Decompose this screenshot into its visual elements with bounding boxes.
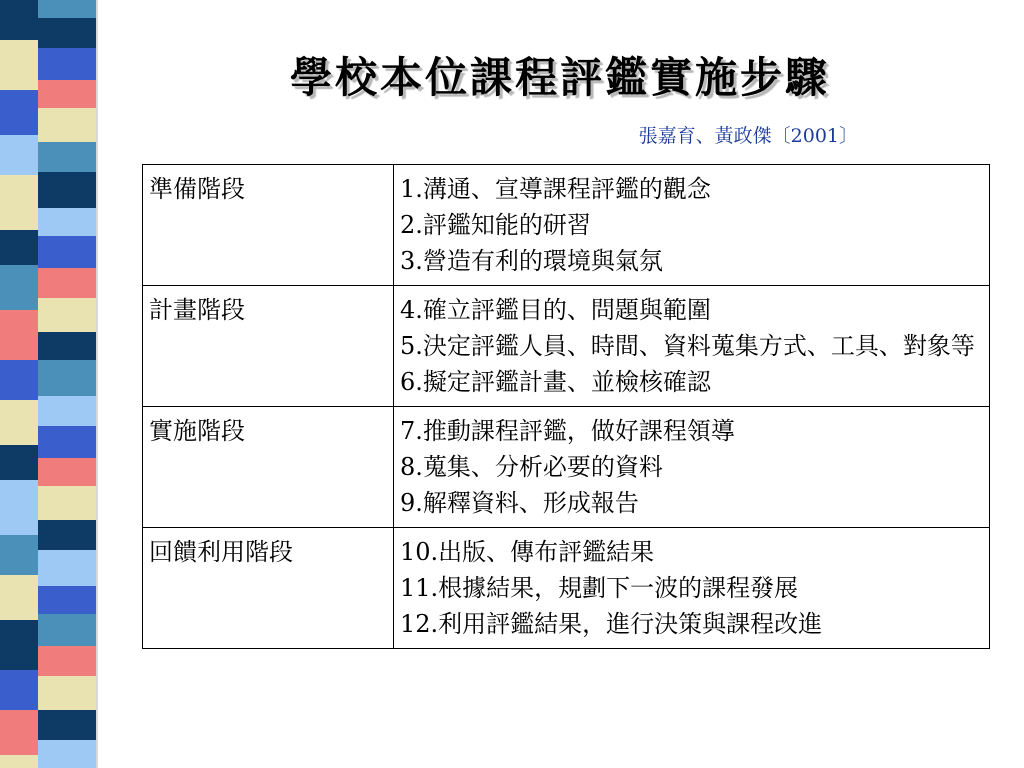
stripe-block [96,0,118,60]
decorative-stripe [0,0,118,768]
stripe-block [0,175,38,230]
stripe-block [0,135,38,175]
stripe-block [0,670,38,710]
slide-title: 學校本位課程評鑑實施步驟 [289,53,830,102]
stripe-block [0,310,38,360]
table-row [143,528,990,649]
stripe-block [0,575,38,620]
stripe-block [38,586,96,614]
step-item: 1.溝通、宣導課程評鑑的觀念 [400,175,711,203]
stripe-block [38,360,96,396]
step-item: 8.蒐集、分析必要的資料 [400,453,663,481]
stripe-block [38,80,96,108]
stripe-block [0,400,38,445]
stripe-block [38,298,96,332]
stage-name: 實施階段 [143,407,394,528]
stripe-block [0,90,38,135]
stripe-block [96,150,118,230]
step-item: 11.根據結果，規劃下一波的課程發展 [400,574,799,602]
citation: 張嘉育、黃政傑〔2001〕 [638,125,858,147]
stripe-block [0,445,38,480]
step-item: 5.決定評鑑人員、時間、資料蒐集方式、工具、對象等 [400,332,975,360]
stripe-block [96,230,118,330]
step-item: 9.解釋資料、形成報告 [400,489,639,517]
stripe-block [0,480,38,535]
stripe-block [96,420,118,540]
stripe-block [0,0,38,40]
stage-items [394,407,990,528]
stripe-block [38,458,96,486]
table-row [143,165,990,286]
stripe-block [0,755,38,768]
stripe-block [38,426,96,458]
stripe-block [38,740,96,768]
step-item: 2.評鑑知能的研習 [400,211,591,239]
stage-items [394,165,990,286]
stripe-block [0,265,38,310]
step-item: 7.推動課程評鑑，做好課程領導 [400,417,735,445]
stage-items [394,286,990,407]
stripe-block [38,236,96,268]
stripe-block [38,486,96,520]
step-item: 12.利用評鑑結果，進行決策與課程改進 [400,610,823,638]
stripe-block [96,60,118,150]
steps-table [142,164,990,649]
step-item: 10.出版、傳布評鑑結果 [400,538,655,566]
stripe-block [96,330,118,420]
stripe-block [0,230,38,265]
stripe-block [96,650,118,768]
stripe-block [38,48,96,80]
stripe-block [38,142,96,172]
stripe-block [0,40,38,90]
table-row [143,286,990,407]
stripe-block [38,0,96,18]
stripe-block [0,535,38,575]
stripe-block [0,360,38,400]
stripe-block [38,520,96,550]
stripe-block [38,268,96,298]
stripe-block [38,208,96,236]
stripe-block [38,172,96,208]
stripe-block [38,550,96,586]
stripe-divider [96,0,98,768]
stage-items [394,528,990,649]
stage-name: 計畫階段 [143,286,394,407]
step-item: 6.擬定評鑑計畫、並檢核確認 [400,368,711,396]
stage-name: 準備階段 [143,165,394,286]
stripe-block [38,18,96,48]
stripe-block [0,620,38,670]
stripe-block [38,108,96,142]
stripe-block [38,396,96,426]
step-item: 3.營造有利的環境與氣氛 [400,247,663,275]
stage-name: 回饋利用階段 [143,528,394,649]
step-item: 4.確立評鑑目的、問題與範圍 [400,296,711,324]
stripe-block [0,710,38,755]
stripe-block [96,540,118,650]
stripe-block [38,676,96,710]
stripe-block [38,646,96,676]
stripe-block [38,332,96,360]
stripe-block [38,710,96,740]
table-row [143,407,990,528]
stripe-block [38,614,96,646]
